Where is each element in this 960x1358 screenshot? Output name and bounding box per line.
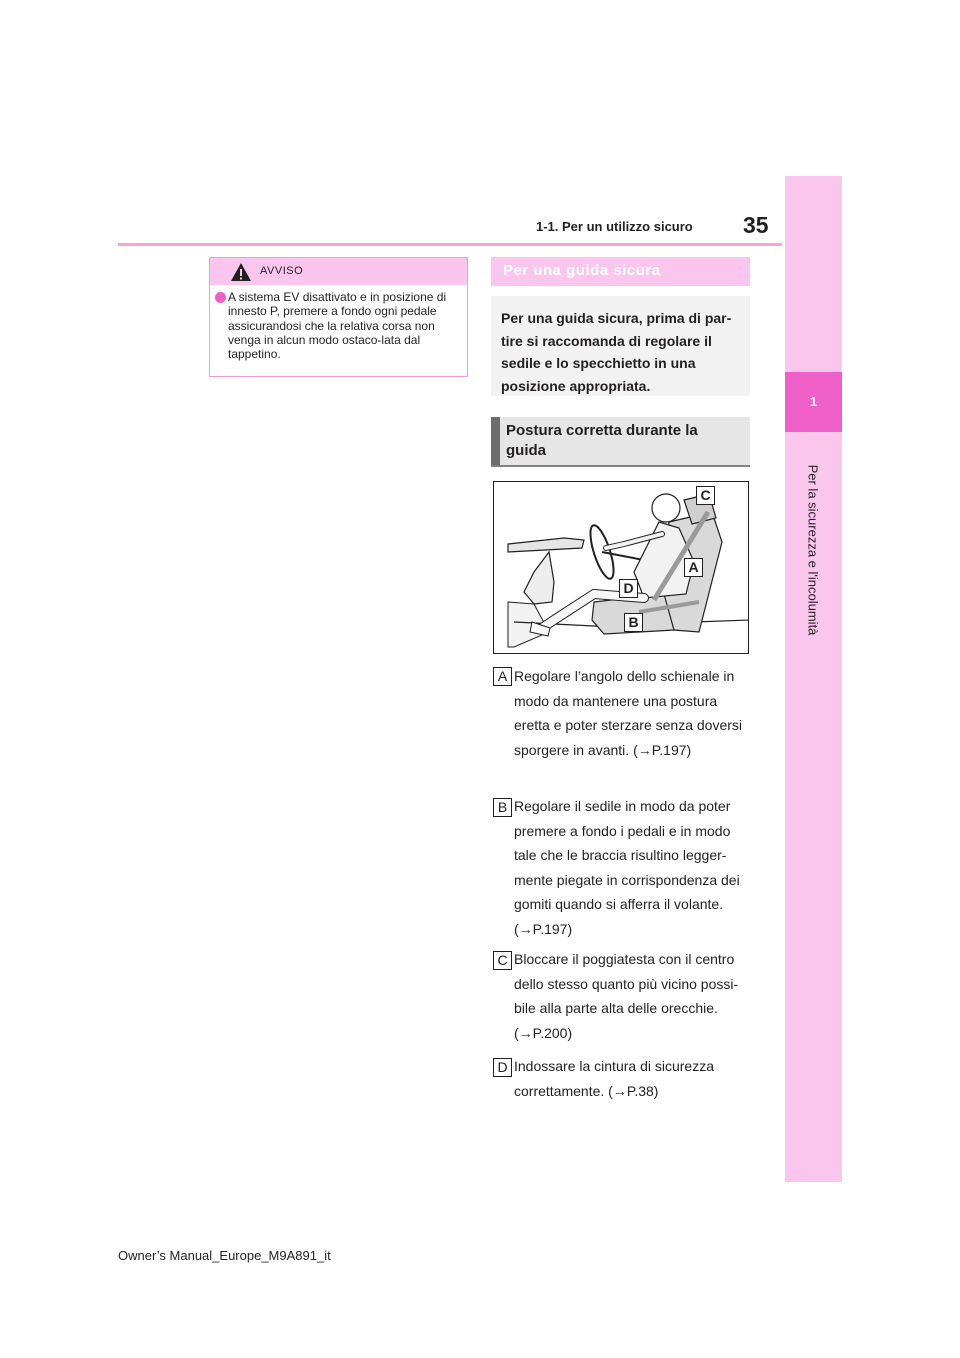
list-item: Indossare la cintura di sicurezza correttamente. (→P.38) — [514, 1058, 714, 1099]
item-letter: A — [493, 667, 512, 686]
footer-text: Owner’s Manual_Europe_M9A891_it — [118, 1248, 331, 1263]
illustration-label-d: D — [619, 579, 638, 598]
list-item: Regolare l’angolo dello schienale in modo da mantenere una postura eretta e poter sterzare senza doversi sporgere in avanti. (→P.197) — [514, 668, 743, 758]
driving-posture-illustration — [493, 481, 749, 654]
warning-box — [209, 257, 468, 377]
chapter-tab[interactable]: 1 — [785, 372, 842, 432]
subheading: Postura corretta durante la guida — [506, 422, 698, 459]
item-letter: C — [493, 951, 512, 970]
chapter-title: Per la sicurezza e l'incolumità — [805, 464, 821, 636]
illustration-label-b: B — [624, 613, 643, 632]
driver-seat-drawing — [494, 482, 749, 654]
section-label: 1-1. Per un utilizzo sicuro — [536, 219, 693, 234]
warning-header — [210, 258, 467, 285]
side-strip — [785, 176, 842, 1182]
bullet-icon — [215, 292, 226, 303]
item-letter: B — [493, 798, 512, 817]
warning-title: AVVISO — [260, 265, 304, 277]
subheading-box — [491, 417, 750, 467]
subheading-accent — [491, 417, 500, 465]
warning-triangle-icon — [230, 262, 252, 282]
header-rule — [118, 243, 782, 246]
intro-box — [491, 296, 750, 396]
illustration-label-a: A — [684, 558, 703, 577]
intro-text: Per una guida sicura, prima di par-tire si raccomanda di regolare il sedile e lo specchietto in una posizione appropriata. — [501, 310, 732, 394]
item-letter: D — [493, 1058, 512, 1077]
section-heading-bar — [491, 257, 750, 286]
list-item: Bloccare il poggiatesta con il centro dello stesso quanto più vicino possi-bile alla parte alta delle orecchie. (→P.200) — [514, 951, 739, 1041]
illustration-label-c: C — [696, 486, 715, 505]
list-item: Regolare il sedile in modo da poter premere a fondo i pedali e in modo tale che le braccia risultino legger-mente piegate in corrispondenza dei gomiti quando si afferra il volante. (→P.197) — [514, 798, 740, 937]
page-number: 35 — [743, 212, 769, 238]
warning-text: A sistema EV disattivato e in posizione di innesto P, premere a fondo ogni pedale assicurandosi che la relativa corsa non venga in alcun modo ostaco-lata dal tappetino. — [228, 290, 447, 362]
section-heading: Per una guida sicura — [503, 262, 661, 279]
